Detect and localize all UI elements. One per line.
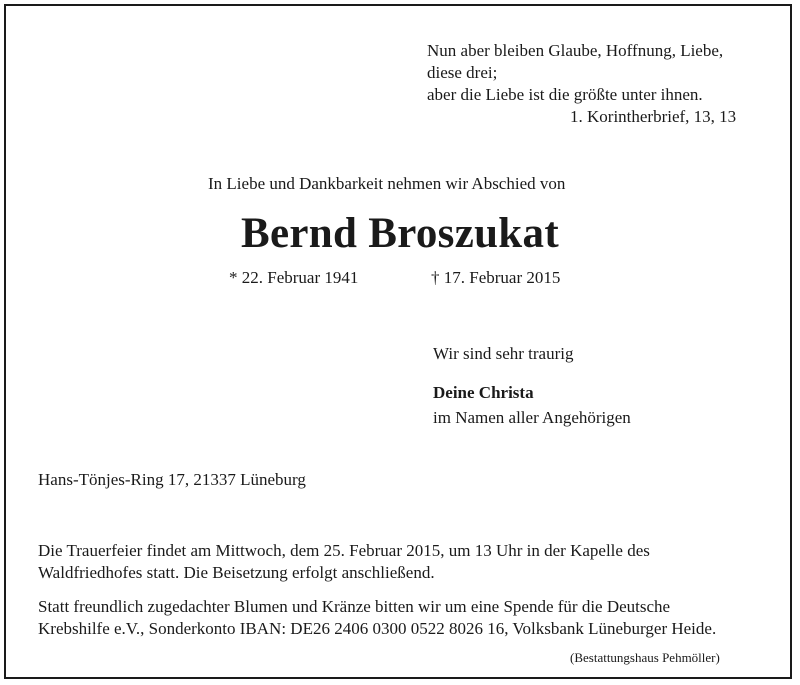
mourner-signature: Deine Christa [433,383,534,402]
verse-line: Nun aber bleiben Glaube, Hoffnung, Liebe, [427,41,724,60]
service-line: Die Trauerfeier findet am Mittwoch, dem 25. Februar 2015, um 13 Uhr in der Kapelle des [38,541,650,560]
donation-paragraph [38,596,716,640]
service-line: Waldfriedhofes statt. Die Beisetzung erfolgt anschließend. [38,563,435,582]
deceased-name: Bernd Broszukat [241,210,559,257]
service-paragraph [38,540,650,584]
grief-statement: Wir sind sehr traurig [433,344,574,363]
donation-line: Statt freundlich zugedachter Blumen und Kränze bitten wir um eine Spende für die Deutsche [38,597,671,616]
bible-verse [427,40,723,106]
donation-line: Krebshilfe e.V., Sonderkonto IBAN: DE26 2406 0300 0522 8026 16, Volksbank Lüneburger Heide. [38,619,717,638]
death-date: † 17. Februar 2015 [431,268,561,287]
farewell-intro: In Liebe und Dankbarkeit nehmen wir Abschied von [208,174,566,193]
mourner-subtitle: im Namen aller Angehörigen [433,408,631,427]
address: Hans-Tönjes-Ring 17, 21337 Lüneburg [38,470,306,489]
undertaker-credit: (Bestattungshaus Pehmöller) [570,650,720,665]
verse-reference: 1. Korintherbrief, 13, 13 [570,107,737,126]
verse-line: diese drei; [427,63,498,82]
birth-date: * 22. Februar 1941 [229,268,359,287]
verse-line: aber die Liebe ist die größte unter ihnen. [427,85,703,104]
